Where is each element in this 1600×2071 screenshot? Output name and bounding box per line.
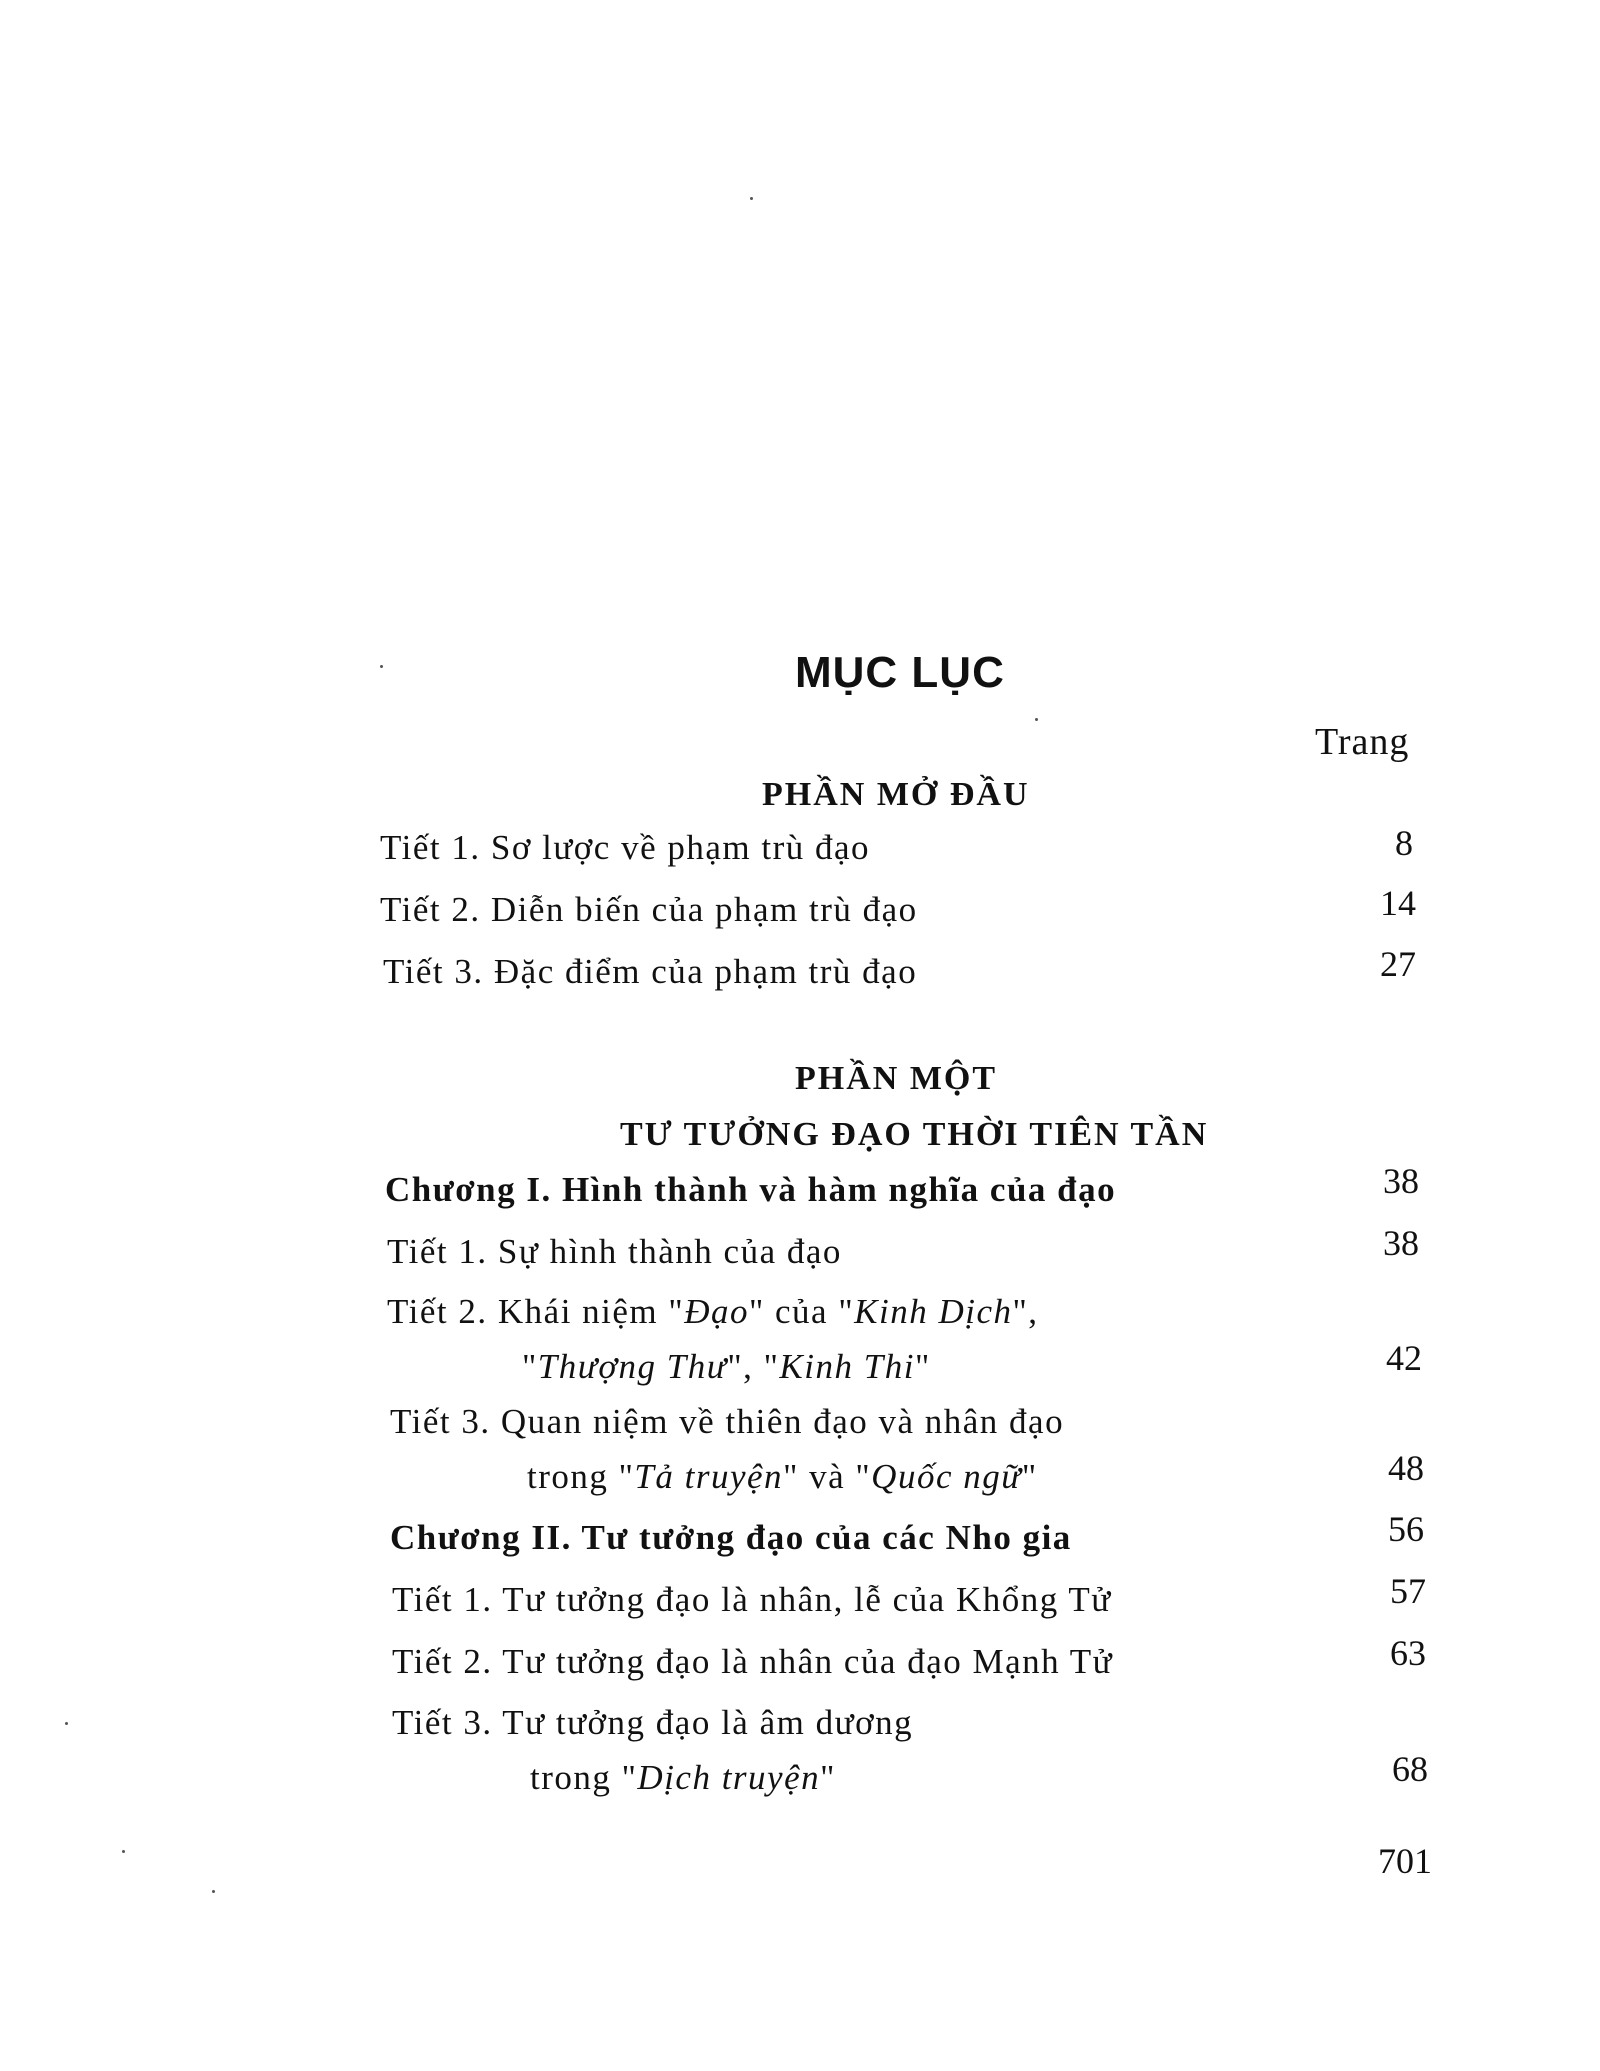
print-speck bbox=[750, 197, 753, 200]
toc-entry-page: 8 bbox=[1395, 823, 1413, 863]
toc-entry-page: 57 bbox=[1390, 1571, 1426, 1611]
italic-run: Kinh Thi bbox=[779, 1347, 915, 1386]
toc-entry-page: 63 bbox=[1390, 1633, 1426, 1673]
toc-entry-label: Tiết 2. Tư tưởng đạo là nhân của đạo Mạnh Tử bbox=[392, 1642, 1114, 1681]
toc-entry-label: Tiết 3. Đặc điểm của phạm trù đạo bbox=[383, 952, 918, 991]
print-speck bbox=[65, 1722, 68, 1725]
toc-entry-page: 68 bbox=[1392, 1749, 1428, 1789]
text-run: ", bbox=[1012, 1292, 1039, 1331]
print-speck bbox=[122, 1850, 125, 1853]
toc-entry-continuation bbox=[522, 1347, 931, 1387]
italic-run: Kinh Dịch bbox=[854, 1292, 1013, 1331]
toc-entry-label: Tiết 1. Sơ lược về phạm trù đạo bbox=[380, 828, 871, 867]
toc-entry-page: 48 bbox=[1388, 1448, 1424, 1488]
text-run: Tiết 2. Khái niệm " bbox=[387, 1292, 685, 1331]
italic-run: Đạo bbox=[684, 1292, 749, 1331]
toc-entry-page: 38 bbox=[1383, 1223, 1419, 1263]
text-run: " bbox=[1021, 1457, 1038, 1496]
toc-entry-label bbox=[387, 1292, 1039, 1332]
chapter-label: Chương I. Hình thành và hàm nghĩa của đạo bbox=[385, 1170, 1117, 1209]
toc-entry-page: 27 bbox=[1380, 944, 1416, 984]
page-title: MỤC LỤC bbox=[795, 648, 1005, 697]
toc-entry-page: 42 bbox=[1386, 1338, 1422, 1378]
toc-entry-continuation bbox=[530, 1758, 836, 1798]
text-run: " bbox=[522, 1347, 538, 1386]
footer-page-number: 701 bbox=[1378, 1841, 1432, 1881]
toc-entry-label: Tiết 3. Tư tưởng đạo là âm dương bbox=[392, 1703, 914, 1742]
italic-run: Quốc ngữ bbox=[871, 1457, 1022, 1496]
text-run: trong " bbox=[527, 1457, 635, 1496]
text-run: " bbox=[820, 1758, 836, 1797]
text-run: ", " bbox=[727, 1347, 780, 1386]
text-run: trong " bbox=[530, 1758, 638, 1797]
text-run: " của " bbox=[748, 1292, 855, 1331]
toc-entry-page: 14 bbox=[1380, 883, 1416, 923]
page-column-label: Trang bbox=[1315, 721, 1410, 763]
part-heading: PHẦN MỞ ĐẦU bbox=[762, 776, 1030, 813]
print-speck bbox=[212, 1890, 215, 1893]
chapter-page: 56 bbox=[1388, 1509, 1424, 1549]
toc-entry-label: Tiết 1. Sự hình thành của đạo bbox=[387, 1232, 842, 1271]
toc-entry-continuation bbox=[527, 1457, 1038, 1497]
text-run: " và " bbox=[783, 1457, 872, 1496]
toc-entry-label: Tiết 2. Diễn biến của phạm trù đạo bbox=[380, 890, 918, 929]
italic-run: Dịch truyện bbox=[637, 1758, 821, 1797]
print-speck bbox=[1035, 718, 1038, 721]
italic-run: Thượng Thư bbox=[537, 1347, 728, 1386]
text-run: " bbox=[914, 1347, 931, 1386]
italic-run: Tả truyện bbox=[634, 1457, 784, 1496]
part-subheading: TƯ TƯỞNG ĐẠO THỜI TIÊN TẦN bbox=[620, 1116, 1209, 1153]
toc-entry-label: Tiết 3. Quan niệm về thiên đạo và nhân đạo bbox=[390, 1402, 1065, 1441]
toc-entry-label: Tiết 1. Tư tưởng đạo là nhân, lễ của Khổng Tử bbox=[392, 1580, 1112, 1619]
chapter-page: 38 bbox=[1383, 1161, 1419, 1201]
part-heading: PHẦN MỘT bbox=[795, 1060, 998, 1097]
chapter-label: Chương II. Tư tưởng đạo của các Nho gia bbox=[390, 1518, 1072, 1557]
